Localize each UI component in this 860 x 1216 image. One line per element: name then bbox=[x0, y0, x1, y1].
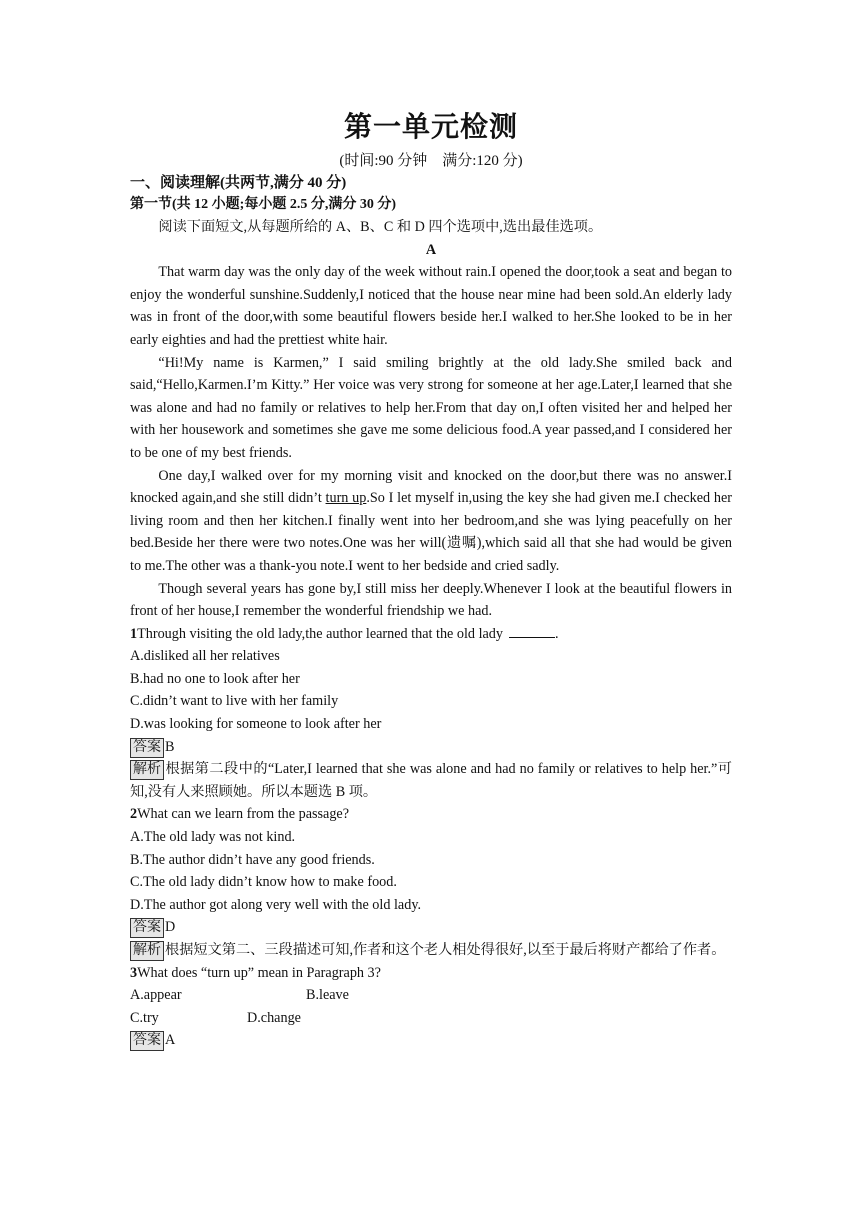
paragraph-3-text-a: One day,I walked over for my morning visit and knocked on the door,but there was no answer.I knocked again,and she still didn’t bbox=[130, 467, 732, 507]
instruction-text: 阅读下面短文,从每题所给的 A、B、C 和 D 四个选项中,选出最佳选项。 bbox=[158, 219, 603, 235]
paragraph-3 bbox=[130, 465, 732, 578]
analysis-line bbox=[130, 758, 732, 803]
answer-blank bbox=[509, 623, 555, 638]
question-number: 2 bbox=[130, 806, 138, 823]
part-heading: 第一节(共 12 小题;每小题 2.5 分,满分 30 分) bbox=[130, 197, 396, 212]
option-a: A.disliked all her relatives bbox=[130, 648, 280, 665]
option-c: C.didn’t want to live with her family bbox=[130, 693, 339, 710]
option-c: C.try bbox=[130, 1009, 159, 1026]
answer-tag: 答案 bbox=[130, 918, 164, 938]
page-title: 第一单元检测 bbox=[343, 112, 518, 143]
answer-value: D bbox=[165, 919, 176, 936]
answer-tag: 答案 bbox=[130, 738, 164, 758]
question-number: 3 bbox=[130, 964, 138, 981]
analysis-text: 根据短文第二、三段描述可知,作者和这个老人相处得很好,以至于最后将财产都给了作者。 bbox=[165, 942, 726, 958]
option-d: D.was looking for someone to look after her bbox=[130, 716, 382, 733]
options-row-1 bbox=[130, 984, 732, 1007]
option-d: D.The author got along very well with the old lady. bbox=[130, 896, 422, 913]
question-stem: What does “turn up” mean in Paragraph 3? bbox=[137, 964, 381, 981]
option-a: A.The old lady was not kind. bbox=[130, 829, 296, 846]
option-c: C.The old lady didn’t know how to make food. bbox=[130, 874, 397, 891]
answer-value: B bbox=[165, 738, 175, 755]
option-d: D.change bbox=[247, 1009, 301, 1026]
answer-line bbox=[130, 916, 732, 939]
page-subtitle: (时间:90 分钟 满分:120 分) bbox=[339, 153, 523, 169]
answer-line bbox=[130, 1029, 732, 1052]
paragraph-4: Though several years has gone by,I still miss her deeply.Whenever I look at the beautiful flowers in front of her house,I remember the wonderful friendship we had. bbox=[130, 580, 732, 620]
passage-label: A bbox=[425, 241, 437, 258]
answer-value: A bbox=[165, 1032, 176, 1049]
question-1: 1Through visiting the old lady,the author learned that the old lady . bbox=[130, 623, 732, 646]
underlined-phrase: turn up bbox=[325, 490, 367, 507]
options-row-2 bbox=[130, 1007, 732, 1030]
question-stem: Through visiting the old lady,the author learned that the old lady bbox=[137, 625, 503, 642]
option-b: B.leave bbox=[306, 987, 349, 1004]
option-b: B.The author didn’t have any good friends. bbox=[130, 851, 375, 868]
document-page bbox=[130, 108, 732, 1052]
analysis-tag: 解析 bbox=[130, 941, 164, 961]
option-b: B.had no one to look after her bbox=[130, 670, 300, 687]
question-3 bbox=[130, 962, 732, 985]
option-a: A.appear bbox=[130, 987, 182, 1004]
paragraph-1: That warm day was the only day of the week without rain.I opened the door,took a seat and began to enjoy the wonderful sunshine.Suddenly,I noticed that the house near mine had been sold.An elderly lady was in front of the door,with some beautiful flowers beside her.I walked to her.She looked to be in her early eighties and had the prettiest white hair. bbox=[130, 264, 732, 348]
paragraph-2: “Hi!My name is Karmen,” I said smiling brightly at the old lady.She smiled back and said,“Hello,Karmen.I’m Kitty.” Her voice was very strong for someone at her age.Later,I learned that she was alone and had no family or relatives to help her.From that day on,I often visited her and helped her with her housework and sometimes she gave me some delicious food.A year passed,and I considered her to be one of my best friends. bbox=[130, 354, 732, 461]
answer-tag: 答案 bbox=[130, 1031, 164, 1051]
answer-line bbox=[130, 736, 732, 759]
section-heading: 一、阅读理解(共两节,满分 40 分) bbox=[130, 175, 347, 191]
question-number: 1 bbox=[130, 625, 138, 642]
analysis-line bbox=[130, 939, 732, 962]
analysis-tag: 解析 bbox=[130, 760, 164, 780]
paragraph-3-text-b: .So I let myself in,using the key she had given me.I checked her living room and then her kitchen.I finally went into her bedroom,and she was lying peacefully on her bed.Beside her there were two notes.One was her will(遗嘱),which said all that she had would be given to me.The other was a thank-you note.I went to her bedside and cried sadly. bbox=[130, 490, 732, 574]
question-2 bbox=[130, 803, 732, 826]
analysis-text: 根据第二段中的“Later,I learned that she was alone and had no family or relatives to help her.”可知,没有人来照顾她。所以本题选 B 项。 bbox=[130, 761, 732, 800]
question-stem: What can we learn from the passage? bbox=[137, 806, 350, 823]
